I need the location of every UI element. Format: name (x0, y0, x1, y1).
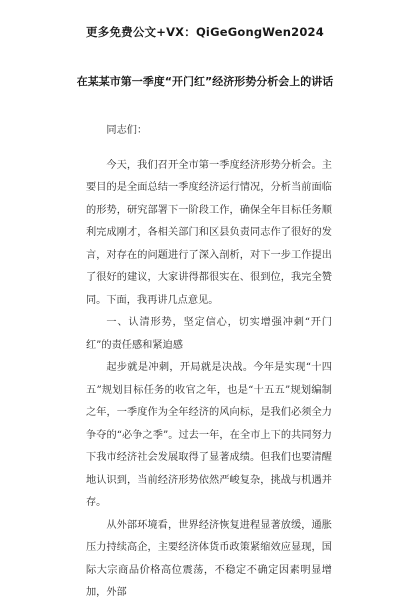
paragraph-intro: 今天，我们召开全市第一季度经济形势分析会。主要目的是全面总结一季度经济运行情况，分析当前面临的形势，研究部署下一阶段工作，确保全年目标任务顺利完成刚才，各相关部门和区县负责同志作了很好的发言，对存在的问题进行了深入剖析，对下一步工作提出了很好的建议，大家讲得都很实在、很到位，我完全赞同。下面，我再讲几点意见。 (86, 159, 332, 306)
salutation: 同志们： (106, 125, 148, 136)
section-heading: 一、认清形势，坚定信心，切实增强冲刺“开门红”的责任感和紧迫感 (86, 317, 332, 351)
document-title: 在某某市第一季度“开门红”经济形势分析会上的讲话 (76, 75, 334, 88)
promo-header: 更多免费公文+VX：QiGeGongWen2024 (86, 25, 324, 39)
paragraph-external: 从外部环境看，世界经济恢复进程显著放缓，通胀压力持续高企，主要经济体货币政策紧缩效应显现，国际大宗商品价格高位震荡，不稳定不确定因素明显增加，外部 (86, 519, 332, 598)
document-body (86, 120, 332, 605)
paragraph-situation: 起步就是冲刺，开局就是决战。今年是实现“十四五”规划目标任务的收官之年，也是“十五五”规划编制之年，一季度作为全年经济的风向标，是我们必须全力争夺的“必争之季”。过去一年，在全市上下的共同努力下我市经济社会发展取得了显著成绩。但我们也要清醒地认识到，当前经济形势依然严峻复杂，挑战与机遇并存。 (86, 362, 332, 508)
